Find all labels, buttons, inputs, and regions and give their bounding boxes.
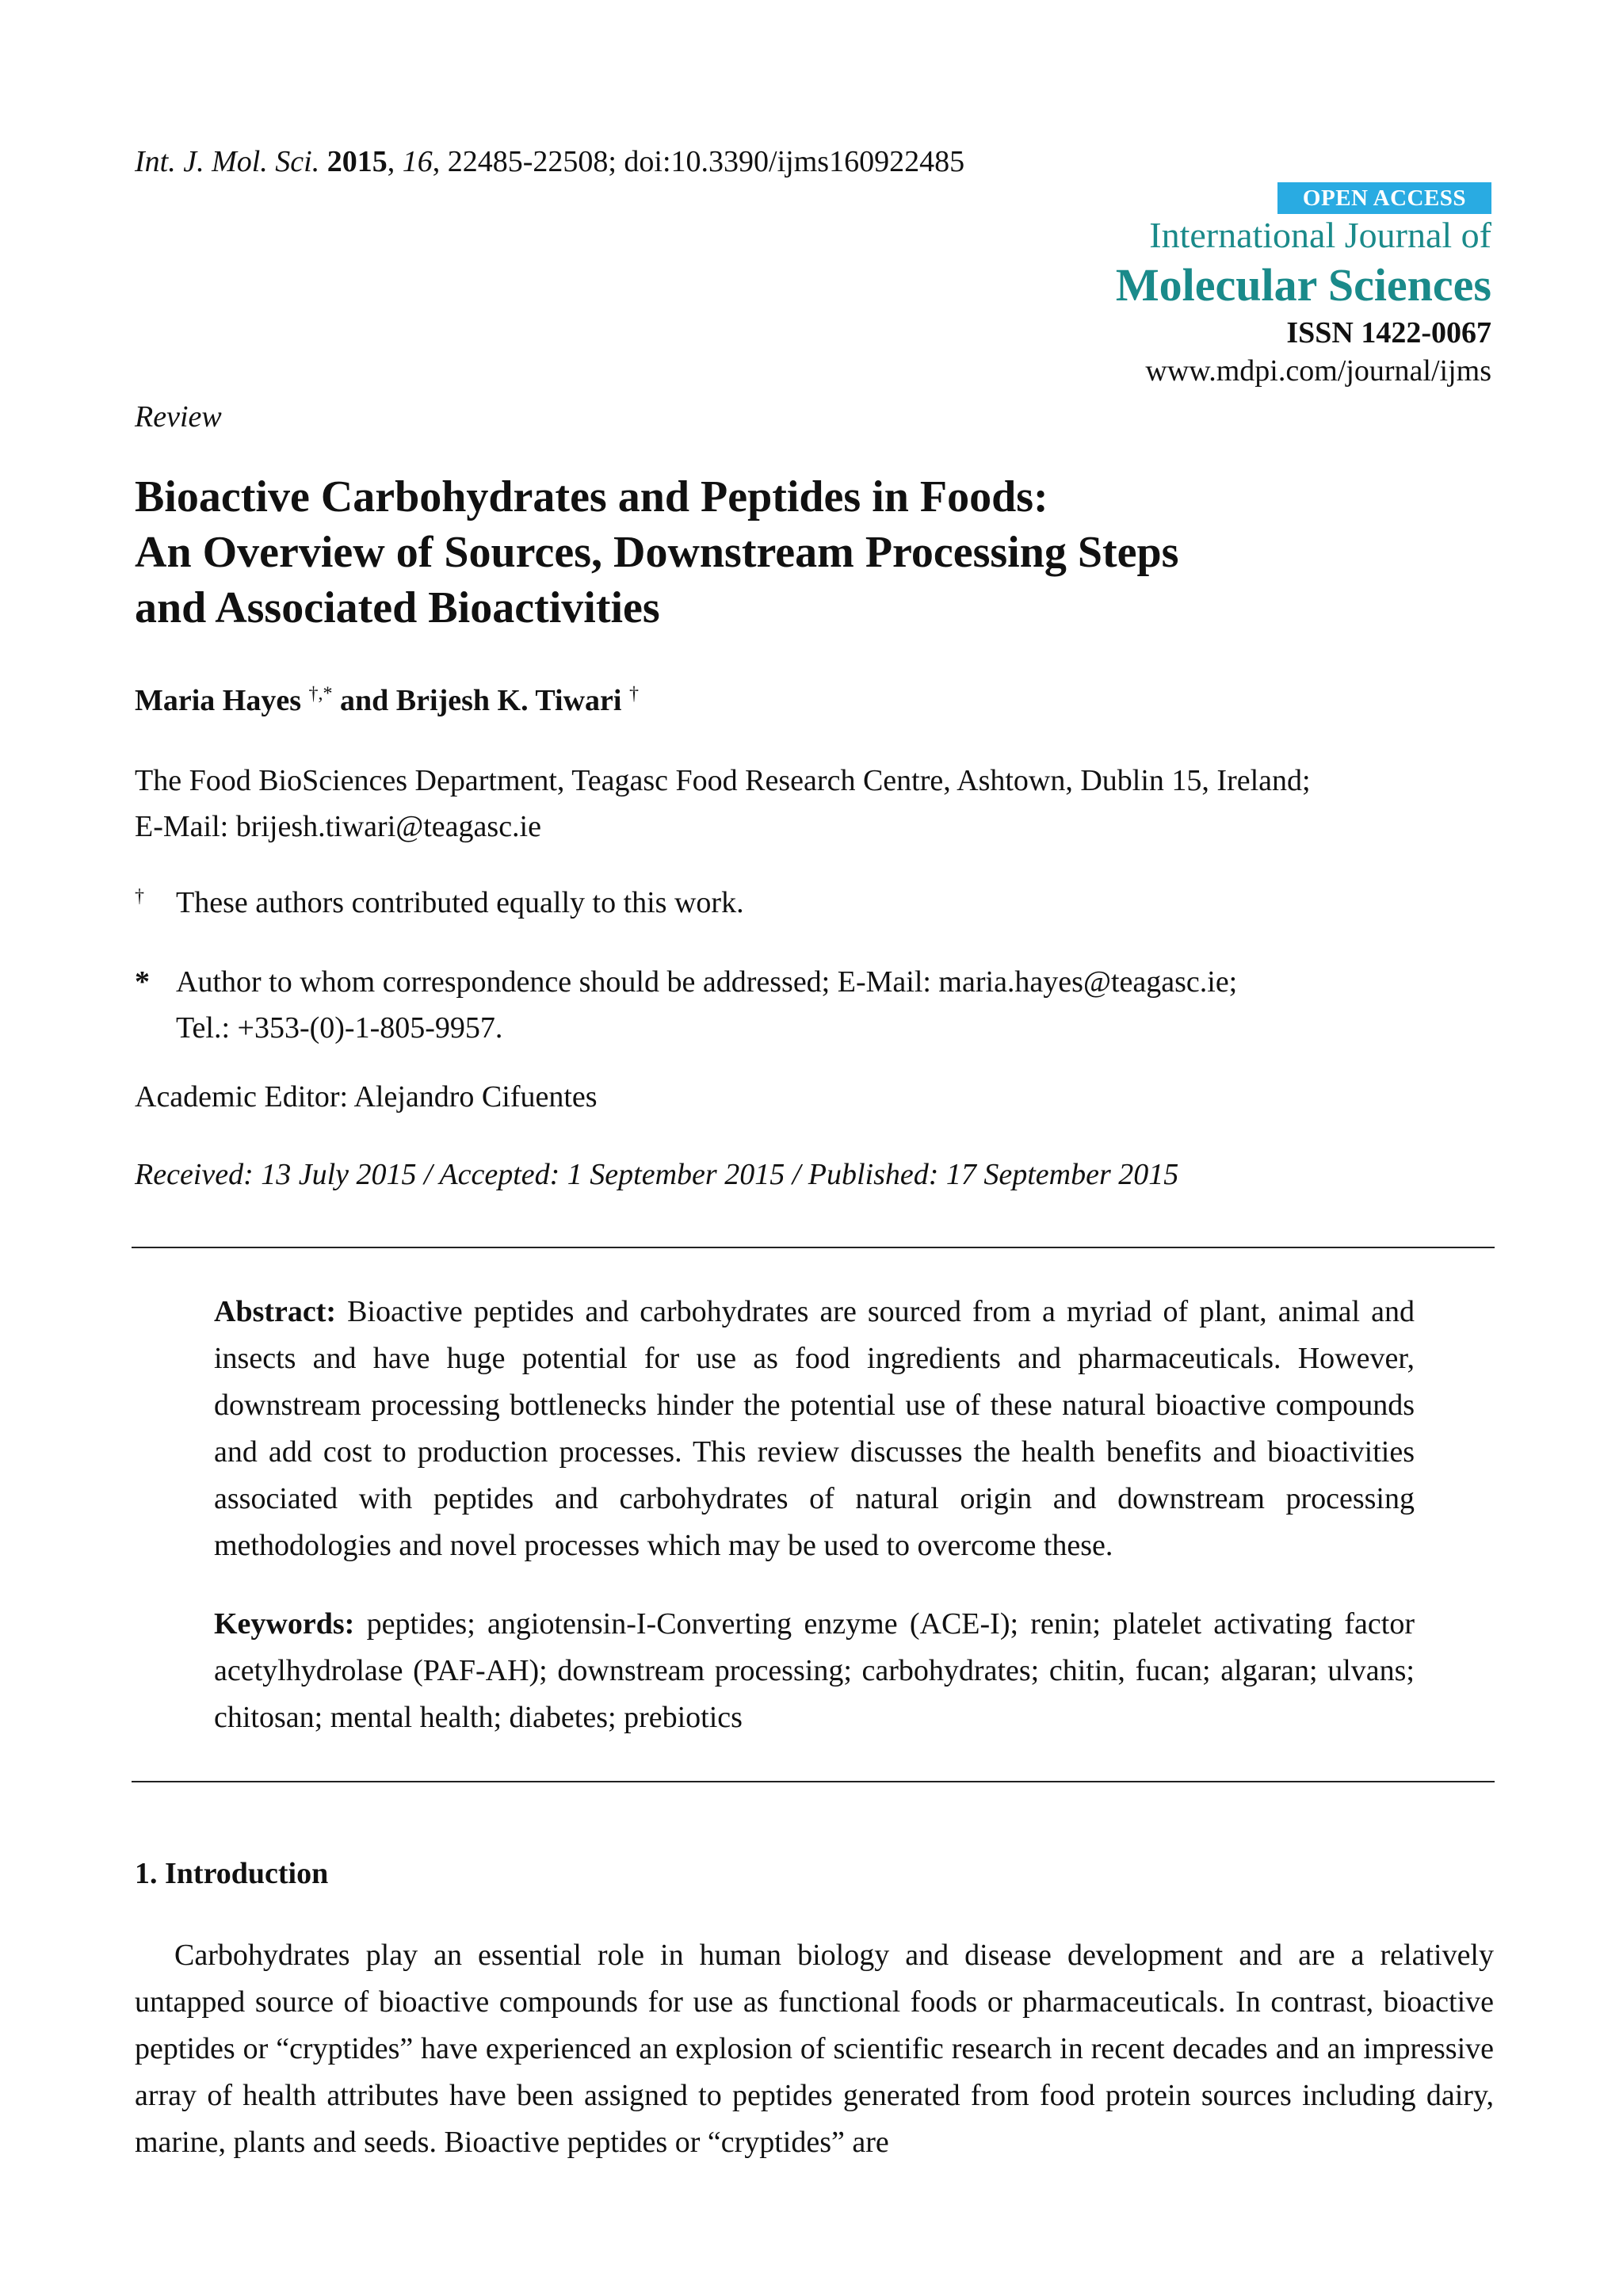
divider-top — [132, 1247, 1495, 1248]
journal-url[interactable]: www.mdpi.com/journal/ijms — [1145, 354, 1491, 388]
footnote-star-line1: Author to whom correspondence should be addressed; E-Mail: maria.hayes@teagasc.ie; — [176, 965, 1238, 999]
article-title — [135, 469, 1498, 636]
citation-pages-doi: , 22485-22508; doi:10.3390/ijms160922485 — [432, 145, 965, 178]
footnote-star-mark: * — [135, 965, 150, 999]
author-list — [135, 683, 639, 718]
footnote-dagger-text: These authors contributed equally to this work. — [176, 886, 744, 919]
footnote-dagger-mark: † — [135, 886, 144, 907]
author-1: Maria Hayes — [135, 684, 302, 717]
abstract-text: Bioactive peptides and carbohydrates are sourced from a myriad of plant, animal and insects and have huge potential for use as food ingredients and pharmaceuticals. However, downstream processing bottlenecks hinder the potential use of these natural bioactive compounds and add cost to production processes. This review discusses the health benefits and bioactivities associated with peptides and carbohydrates of natural origin and downstream processing methodologies and novel processes which may be used to overcome these. — [214, 1295, 1415, 1562]
affiliation-email[interactable]: E-Mail: brijesh.tiwari@teagasc.ie — [135, 810, 541, 843]
affiliation — [135, 758, 1498, 850]
journal-citation: Int. J. Mol. Sci. 2015, 16, 22485-22508; doi:10.3390/ijms160922485 — [135, 145, 965, 178]
academic-editor: Academic Editor: Alejandro Cifuentes — [135, 1080, 598, 1114]
footnote-dagger — [135, 880, 1498, 927]
journal-issn: ISSN 1422-0067 — [1286, 316, 1491, 350]
abstract-label: Abstract: — [214, 1295, 337, 1328]
title-line-2: An Overview of Sources, Downstream Processing Steps — [135, 528, 1179, 577]
author-2-marks: † — [628, 683, 639, 705]
footnote-correspondence — [135, 959, 1498, 1054]
article-type: Review — [135, 400, 222, 434]
publication-dates: Received: 13 July 2015 / Accepted: 1 September 2015 / Published: 17 September 2015 — [135, 1158, 1179, 1191]
abstract — [214, 1289, 1415, 1569]
introduction-paragraph: Carbohydrates play an essential role in human biology and disease development and are a relatively untapped source of bioactive compounds for use as functional foods or pharmaceuticals. In contrast, bioactive peptides or “cryptides” have experienced an explosion of scientific research in recent decades and an impressive array of health attributes have been assigned to peptides generated from food protein sources including dairy, marine, plants and seeds. Bioactive peptides or “cryptides” are — [135, 1939, 1494, 2159]
journal-name-line1: International Journal of — [1149, 215, 1491, 255]
author-conjunction: and — [332, 684, 396, 717]
citation-year: 2015 — [327, 145, 388, 178]
journal-name-line2: Molecular Sciences — [1115, 259, 1491, 311]
open-access-badge: OPEN ACCESS — [1277, 182, 1491, 214]
author-2: Brijesh K. Tiwari — [395, 684, 622, 717]
divider-bottom — [132, 1781, 1495, 1782]
affiliation-address: The Food BioSciences Department, Teagasc Food Research Centre, Ashtown, Dublin 15, Ireland; — [135, 764, 1311, 797]
footnote-star-text — [176, 959, 1491, 1051]
author-1-marks: †,* — [308, 683, 333, 705]
footnote-star-line2: Tel.: +353-(0)-1-805-9957. — [176, 1011, 503, 1045]
section-heading-introduction: 1. Introduction — [135, 1857, 329, 1890]
journal-abbrev: Int. J. Mol. Sci. — [135, 145, 320, 178]
keywords-label: Keywords: — [214, 1607, 355, 1641]
citation-volume: 16 — [402, 145, 433, 178]
title-line-1: Bioactive Carbohydrates and Peptides in Foods: — [135, 472, 1048, 521]
title-line-3: and Associated Bioactivities — [135, 583, 660, 632]
keywords-text: peptides; angiotensin-I-Converting enzyme (ACE-I); renin; platelet activating factor acetylhydrolase (PAF-AH); downstream processing; carbohydrates; chitin, fucan; algaran; ulvans; chitosan; mental health; diabetes; prebiotics — [214, 1607, 1415, 1734]
keywords — [214, 1601, 1415, 1741]
